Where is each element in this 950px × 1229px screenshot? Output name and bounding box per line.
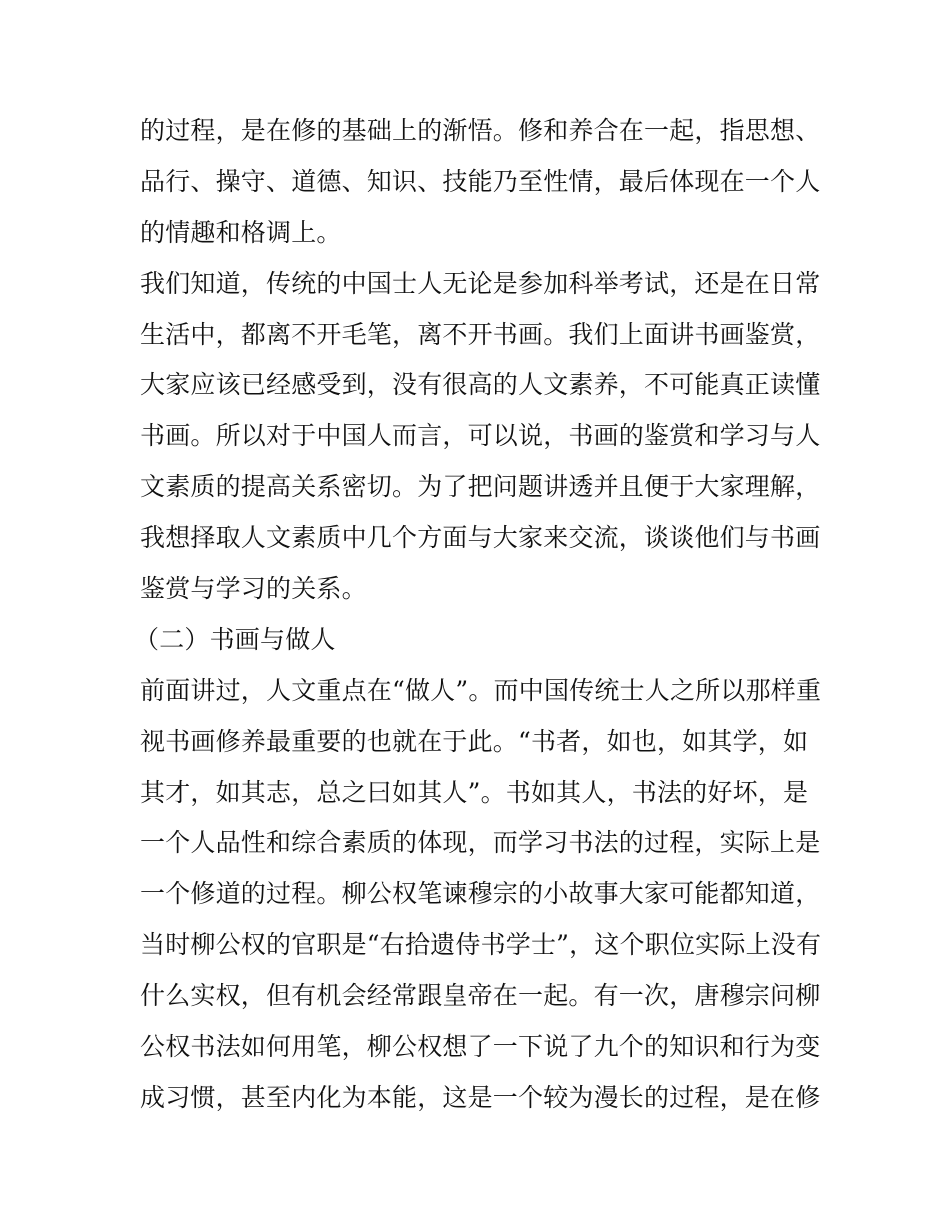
text-line: 前面讲过，人文重点在“做人”。而中国传统士人之所以那样重 [140, 675, 822, 705]
text-line: 一个人品性和综合素质的体现，而学习书法的过程，实际上是 [140, 828, 821, 858]
text-line: 我们知道，传统的中国士人无论是参加科举考试，还是在日常 [140, 268, 821, 298]
text-line: 的过程，是在修的基础上的渐悟。修和养合在一起，指思想、 [140, 116, 821, 145]
text-line: 视书画修养最重要的也就在于此。“书者，如也，如其学，如 [140, 726, 809, 756]
text-line: 的情趣和格调上。 [140, 217, 342, 247]
text-line: 鉴赏与学习的关系。 [140, 574, 367, 604]
text-line: 什么实权，但有机会经常跟皇帝在一起。有一次，唐穆宗问柳 [140, 981, 821, 1011]
text-line: 公权书法如何用笔，柳公权想了一下说了九个的知识和行为变 [140, 1032, 821, 1062]
text-line: 一个修道的过程。柳公权笔谏穆宗的小故事大家可能都知道， [140, 879, 821, 909]
text-line: 品行、操守、道德、知识、技能乃至性情，最后体现在一个人 [140, 166, 821, 196]
section-heading: （二）书画与做人 [134, 624, 336, 654]
text-line: 成习惯，甚至内化为本能，这是一个较为漫长的过程，是在修 [140, 1082, 821, 1112]
text-line: 我想择取人文素质中几个方面与大家来交流，谈谈他们与书画 [140, 523, 821, 553]
text-line: 文素质的提高关系密切。为了把问题讲透并且便于大家理解， [140, 472, 821, 502]
body-text [134, 106, 822, 1124]
text-line: 其才，如其志，总之曰如其人”。书如其人，书法的好坏，是 [140, 777, 809, 807]
text-line: 书画。所以对于中国人而言，可以说，书画的鉴赏和学习与人 [140, 421, 821, 451]
text-line: 生活中，都离不开毛笔，离不开书画。我们上面讲书画鉴赏， [140, 319, 821, 349]
text-line: 大家应该已经感受到，没有很高的人文素养，不可能真正读懂 [140, 370, 821, 400]
text-line: 当时柳公权的官职是“右拾遗侍书学士”，这个职位实际上没有 [140, 930, 822, 960]
